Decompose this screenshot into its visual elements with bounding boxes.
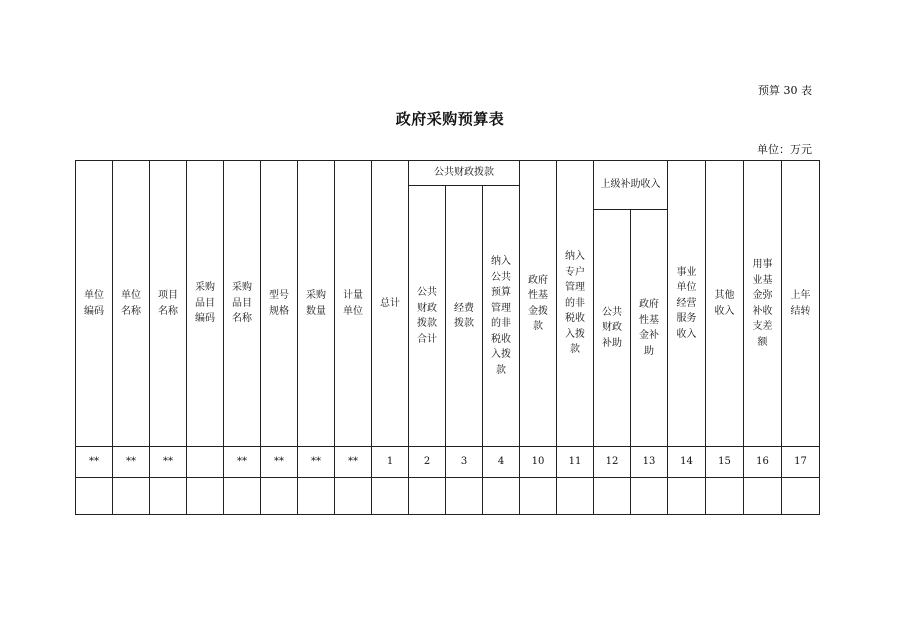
table-cell[interactable]	[594, 478, 631, 515]
table-cell: 17	[782, 447, 820, 478]
table-cell: 15	[706, 447, 744, 478]
header-item-name: 采购品目名称	[224, 161, 261, 447]
table-cell: 10	[520, 447, 557, 478]
table-row-numbers	[76, 447, 820, 478]
procurement-budget-table	[75, 160, 820, 515]
header-item-code: 采购品目编码	[187, 161, 224, 447]
header-expense-alloc: 经费拨款	[446, 186, 483, 447]
table-cell: 2	[409, 447, 446, 478]
table-cell: **	[76, 447, 113, 478]
table-cell: 16	[744, 447, 782, 478]
table-cell[interactable]	[113, 478, 150, 515]
table-cell[interactable]	[483, 478, 520, 515]
table-cell: 4	[483, 447, 520, 478]
header-superior-group: 上级补助收入	[594, 161, 668, 210]
table-cell: **	[150, 447, 187, 478]
table-cell[interactable]	[557, 478, 594, 515]
header-superior-public-fiscal: 公共财政补助	[594, 210, 631, 447]
table-cell[interactable]	[520, 478, 557, 515]
header-project-name: 项目名称	[150, 161, 187, 447]
table-cell[interactable]	[187, 478, 224, 515]
header-fund-deficit: 用事业基金弥补收支差额	[744, 161, 782, 447]
page-title: 政府采购预算表	[395, 110, 505, 128]
table-cell[interactable]	[446, 478, 483, 515]
table-row-empty	[76, 478, 820, 515]
table-cell[interactable]	[261, 478, 298, 515]
header-carryover: 上年结转	[782, 161, 820, 447]
table-cell: **	[298, 447, 335, 478]
header-total: 总计	[372, 161, 409, 447]
header-model-spec: 型号规格	[261, 161, 298, 447]
header-business-income: 事业单位经营服务收入	[668, 161, 706, 447]
table-cell[interactable]	[409, 478, 446, 515]
table-cell[interactable]	[335, 478, 372, 515]
table-cell[interactable]	[744, 478, 782, 515]
header-public-fiscal-total: 公共财政拨款合计	[409, 186, 446, 447]
header-measure-unit: 计量单位	[335, 161, 372, 447]
header-unit-name: 单位名称	[113, 161, 150, 447]
table-cell: 13	[631, 447, 668, 478]
table-cell[interactable]	[668, 478, 706, 515]
unit-label: 单位：万元	[757, 143, 812, 156]
table-cell: 14	[668, 447, 706, 478]
table-cell[interactable]	[706, 478, 744, 515]
table-cell[interactable]	[631, 478, 668, 515]
table-cell[interactable]	[372, 478, 409, 515]
header-public-fiscal-group: 公共财政拨款	[409, 161, 520, 186]
table-cell[interactable]	[150, 478, 187, 515]
table-cell: 1	[372, 447, 409, 478]
header-quantity: 采购数量	[298, 161, 335, 447]
header-unit-code: 单位编码	[76, 161, 113, 447]
table-cell[interactable]	[782, 478, 820, 515]
table-cell[interactable]	[224, 478, 261, 515]
header-nontax-public-budget: 纳入公共预算管理的非税收入拨款	[483, 186, 520, 447]
table-cell: 11	[557, 447, 594, 478]
header-gov-fund-alloc: 政府性基金拨款	[520, 161, 557, 447]
table-cell[interactable]	[298, 478, 335, 515]
header-other-income: 其他收入	[706, 161, 744, 447]
table-cell: 12	[594, 447, 631, 478]
table-cell: **	[224, 447, 261, 478]
table-cell: **	[261, 447, 298, 478]
table-cell	[187, 447, 224, 478]
header-nontax-special: 纳入专户管理的非税收入拨款	[557, 161, 594, 447]
table-cell: **	[113, 447, 150, 478]
header-superior-gov-fund: 政府性基金补助	[631, 210, 668, 447]
table-cell[interactable]	[76, 478, 113, 515]
table-cell: 3	[446, 447, 483, 478]
table-cell: **	[335, 447, 372, 478]
form-number: 预算 30 表	[758, 84, 812, 97]
